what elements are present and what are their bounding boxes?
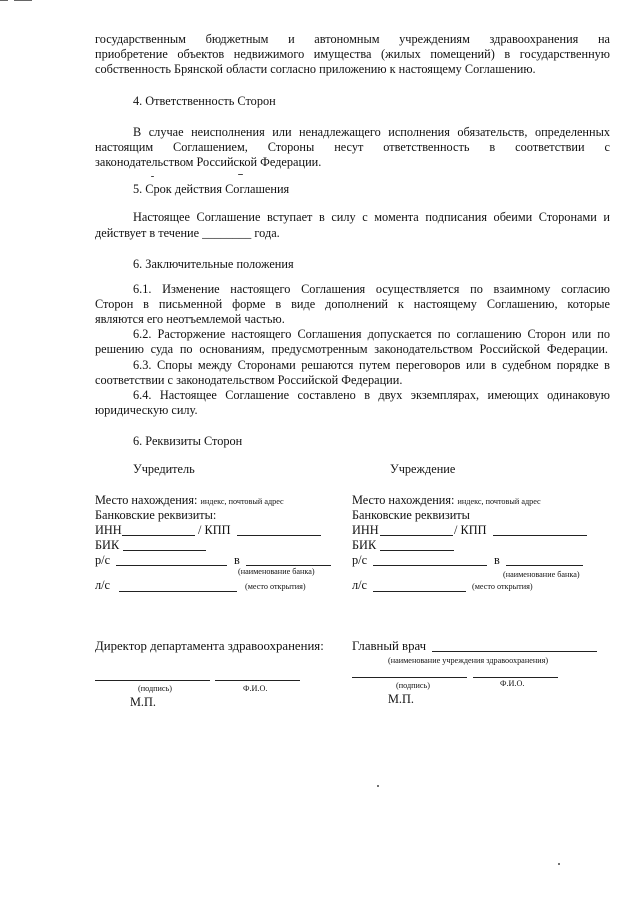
paragraph-line: 6.4. Настоящее Соглашение составлено в двух экземплярах, имеющих одинаковую [133,388,610,402]
section-heading: 6. Реквизиты Сторон [133,434,243,448]
kpp-field [493,535,587,536]
signature-line [95,680,210,681]
opening-hint: (место открытия) [472,582,533,591]
fio-line [215,680,300,681]
opening-hint: (место открытия) [245,582,306,591]
bank-name-hint: (наименование банка) [503,570,580,579]
section-heading: 5. Срок действия Соглашения [133,182,290,196]
fio-hint: Ф.И.О. [243,684,268,693]
party-left-title: Учредитель [133,462,195,476]
ls-field [373,591,466,592]
bank-name-field [506,565,583,566]
location-hint: индекс, почтовый адрес [200,497,284,506]
intro-line: приобретение объектов недвижимого имущества (жилых помещений) в государственную [95,47,610,61]
party-right-title: Учреждение [390,462,456,476]
in-label: в [234,553,240,567]
intro-line: государственным бюджетным и автономным учреждениям здравоохранения на [95,32,610,46]
sign-hint: (подпись) [138,684,172,693]
scan-speck [151,176,154,177]
scan-speck [558,863,560,865]
paragraph-line: Сторон в письменной форме в виде дополнений к настоящему Соглашению, которые [95,297,610,311]
paragraph-line: 6.2. Расторжение настоящего Соглашения допускается по соглашению Сторон или по [133,327,610,341]
paragraph-line: действует в течение ________ года. [95,226,280,240]
rs-field [373,565,487,566]
institution-hint: (наименование учреждения здравоохранения) [388,656,549,665]
ls-label: л/с [95,578,111,592]
bik-field [380,550,454,551]
institution-field [432,651,597,652]
kpp-label: / КПП [198,523,231,537]
paragraph-line: В случае неисполнения или ненадлежащего исполнения обязательств, определенных [133,125,610,139]
inn-label: ИНН [352,523,379,537]
intro-line: собственность Брянской области согласно приложению к настоящему Соглашению. [95,62,536,76]
stamp-place: М.П. [130,695,156,709]
bank-name-hint: (наименование банка) [238,567,315,576]
rs-label: р/с [95,553,111,567]
signature-line [352,677,467,678]
section-heading: 6. Заключительные положения [133,257,294,271]
sign-hint: (подпись) [396,681,430,690]
ls-label: л/с [352,578,368,592]
paragraph-line: 6.3. Споры между Сторонами решаются путем переговоров или в судебном порядке в [133,358,610,372]
bank-label: Банковские реквизиты [352,508,470,522]
scan-mark [14,0,32,1]
bik-label: БИК [95,538,120,552]
rs-field [116,565,227,566]
fio-hint: Ф.И.О. [500,679,525,688]
bank-name-field [246,565,331,566]
paragraph-line: настоящим Соглашением, Стороны несут ответственность в соответствии с [95,140,610,154]
location-label: Место нахождения: [352,493,455,507]
fio-line [473,677,558,678]
bank-label: Банковские реквизиты: [95,508,217,522]
left-signer-title: Директор департамента здравоохранения: [95,639,324,653]
inn-field [122,535,195,536]
scan-speck [377,785,379,787]
paragraph-line: юридическую силу. [95,403,198,417]
in-label: в [494,553,500,567]
inn-label: ИНН [95,523,122,537]
rs-label: р/с [352,553,368,567]
location-label: Место нахождения: [95,493,198,507]
section-heading: 4. Ответственность Сторон [133,94,276,108]
kpp-field [237,535,321,536]
stamp-place: М.П. [388,692,414,706]
ls-field [119,591,237,592]
scan-mark [0,0,8,1]
paragraph-line: соответствии с законодательством Российской Федерации. [95,373,403,387]
right-location-row [352,493,541,508]
left-location-row [95,493,284,508]
right-signer-title: Главный врач [352,639,427,653]
scan-speck [238,174,243,175]
inn-field [380,535,453,536]
bik-label: БИК [352,538,377,552]
kpp-label: / КПП [454,523,487,537]
paragraph-line: 6.1. Изменение настоящего Соглашения осуществляется по взаимному согласию [133,282,610,296]
bik-field [123,550,206,551]
location-hint: индекс, почтовый адрес [457,497,541,506]
paragraph-line: Настоящее Соглашение вступает в силу с момента подписания обеими Сторонами и [133,210,610,224]
paragraph-line: являются его неотъемлемой частью. [95,312,285,326]
paragraph-line: законодательством Российской Федерации. [95,155,322,169]
paragraph-line: решению суда по основаниям, предусмотренным законодательством Российской Федерации. [95,342,608,356]
